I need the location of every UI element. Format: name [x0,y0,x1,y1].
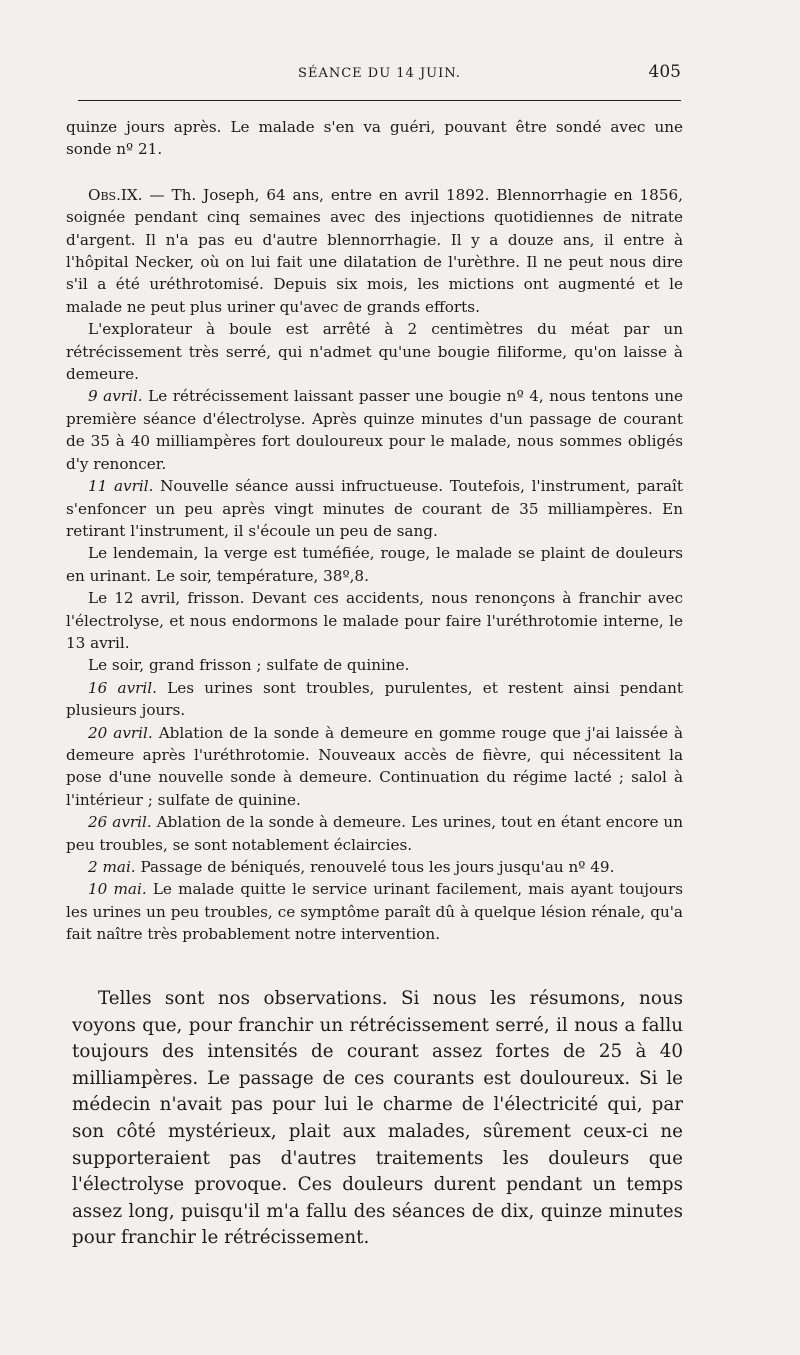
entry-date: 20 avril. [88,723,153,742]
entry-26-avril [66,811,683,856]
entry-date: 2 mai. [88,858,136,876]
entry-date: 9 avril. [88,387,143,406]
lendemain-paragraph: Le lendemain, la verge est tuméfiée, rouge, le malade se plaint de douleurs en urinant. Le soir, température, 38º,8. [66,544,683,585]
page-header [78,62,681,86]
entry-date: 16 avril. [88,678,157,697]
entry-text: Passage de béniqués, renouvelé tous les jours jusqu'au nº 49. [135,858,615,876]
entry-date: 26 avril. [88,813,152,832]
header-rule [78,100,681,101]
observation-intro [66,184,683,318]
observation-label: Obs.IX. [88,185,143,204]
entry-date: 10 mai. [88,880,147,899]
summary-text [72,986,683,1252]
entry-text: Le rétrécissement laissant passer une bougie nº 4, nous tentons une première séance d'électrolyse. Après quinze minutes d'un passage de courant de 35 à 40 milliampères fort douloureux pour le malade, nous sommes obligés d'y renoncer. [66,387,683,473]
entry-date: 11 avril. [88,477,154,496]
douze-avril-paragraph: Le 12 avril, frisson. Devant ces accidents, nous renonçons à franchir avec l'électrolyse, et nous endormons le malade pour faire l'uréthrotomie interne, le 13 avril. [66,589,683,652]
observation-intro-text: — Th. Joseph, 64 ans, entre en avril 1892. Blennorrhagie en 1856, soignée pendant cinq semaines avec des injections quotidiennes de nitrate d'argent. Il n'a pas eu d'autre blennorrhagie. Il y a douze ans, il entre à l'hôpital Necker, où on lui fait une dilatation de l'urèthre. Il ne peut nous dire s'il a été uréthrotomisé. Depuis six mois, les mictions ont augmenté et le malade ne peut plus uriner qu'avec de grands efforts. [66,185,683,316]
entry-16-avril [66,677,683,722]
entry-text: Ablation de la sonde à demeure en gomme rouge que j'ai laissée à demeure après l'uréthrotomie. Nouveaux accès de fièvre, qui nécessitent la pose d'une nouvelle sonde à demeure. Continuation du régime lacté ; salol à l'intérieur ; sulfate de quinine. [66,723,683,809]
entry-20-avril [66,722,683,812]
page-number: 405 [648,62,681,82]
running-title: SÉANCE DU 14 JUIN. [298,66,461,81]
entry-text: Le malade quitte le service urinant facilement, mais ayant toujours les urines un peu troubles, ce symptôme paraît dû à quelque lésion rénale, qu'a fait naître très probablement notre intervention. [66,880,683,944]
entry-10-mai [66,878,683,945]
soir-paragraph: Le soir, grand frisson ; sulfate de quinine. [88,656,410,675]
summary-paragraph: Telles sont nos observations. Si nous les résumons, nous voyons que, pour franchir un rétrécissement serré, il nous a fallu toujours des intensités de courant assez fortes de 25 à 40 milliampères. Le passage de ces courants est douloureux. Si le médecin n'avait pas pour lui le charme de l'électricité qui, par son côté mystérieux, plait aux malades, sûrement ceux-ci ne supporteraient pas d'autres traitements les douleurs que l'électrolyse provoque. Ces douleurs durent pendant un temps assez long, puisqu'il m'a fallu des séances de dix, quinze minutes pour franchir le rétrécissement. [72,988,683,1249]
explorateur-paragraph: L'explorateur à boule est arrêté à 2 centimètres du méat par un rétrécissement très serré, qui n'admet qu'une bougie filiforme, qu'on laisse à demeure. [66,320,683,384]
entry-2-mai [66,856,683,878]
entry-text: Ablation de la sonde à demeure. Les urines, tout en étant encore un peu troubles, se sont notablement éclaircies. [66,813,683,854]
observation-text [66,116,683,946]
entry-text: Les urines sont troubles, purulentes, et restent ainsi pendant plusieurs jours. [66,678,683,720]
entry-text: Nouvelle séance aussi infructueuse. Toutefois, l'instrument, paraît s'enfoncer un peu après vingt minutes de courant de 35 milliampères. En retirant l'instrument, il s'écoule un peu de sang. [66,477,684,540]
entry-9-avril [66,385,683,475]
continuation-paragraph: quinze jours après. Le malade s'en va guéri, pouvant être sondé avec une sonde nº 21. [66,118,683,159]
entry-11-avril [66,475,683,542]
